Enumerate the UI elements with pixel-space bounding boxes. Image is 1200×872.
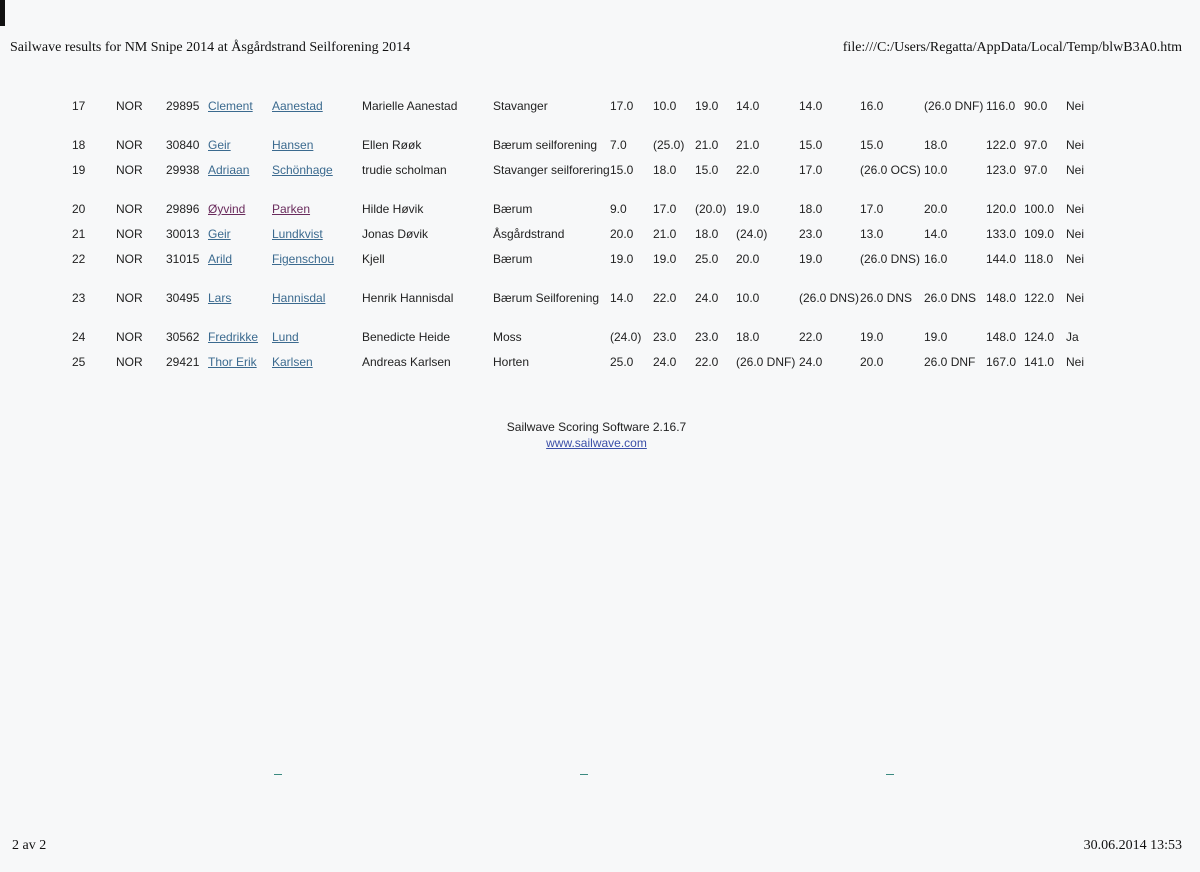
helm-first-name-cell	[208, 198, 272, 223]
helm-last-name-link[interactable]: Aanestad	[272, 99, 323, 113]
race-1-cell: 17.0	[610, 99, 634, 113]
helm-first-name-cell	[208, 248, 272, 287]
helm-last-name-cell	[272, 95, 362, 134]
race-5-cell: 24.0	[799, 355, 823, 369]
nett-cell: 141.0	[1024, 355, 1055, 369]
race-6-cell: 17.0	[860, 202, 884, 216]
nation-cell: NOR	[116, 355, 143, 369]
scan-corner-mark	[0, 0, 5, 26]
software-credit	[0, 420, 1193, 450]
software-name: Sailwave Scoring Software 2.16.7	[506, 420, 687, 434]
helm-first-name-cell	[208, 326, 272, 351]
table-row	[72, 248, 1106, 287]
race-6-cell: 19.0	[860, 330, 884, 344]
helm-last-name-link[interactable]: Figenschou	[272, 252, 335, 266]
nett-cell: 97.0	[1024, 138, 1048, 152]
race-4-cell: 21.0	[736, 138, 760, 152]
total-cell: 120.0	[986, 202, 1017, 216]
flag-cell: Nei	[1066, 252, 1085, 266]
race-6-cell: 20.0	[860, 355, 884, 369]
table-row	[72, 198, 1106, 223]
scan-tick	[580, 774, 588, 775]
helm-first-name-link[interactable]: Lars	[208, 291, 232, 305]
nation-cell: NOR	[116, 252, 143, 266]
rank-cell: 21	[72, 227, 86, 241]
race-2-cell: (25.0)	[653, 138, 685, 152]
race-6-cell: 13.0	[860, 227, 884, 241]
flag-cell: Nei	[1066, 99, 1085, 113]
helm-last-name-cell	[272, 159, 362, 198]
total-cell: 167.0	[986, 355, 1017, 369]
race-4-cell: 22.0	[736, 163, 760, 177]
helm-first-name-link[interactable]: Thor Erik	[208, 355, 257, 369]
race-6-cell: (26.0 OCS)	[860, 163, 921, 177]
race-1-cell: 20.0	[610, 227, 634, 241]
helm-first-name-link[interactable]: Øyvind	[208, 202, 246, 216]
race-5-cell: 19.0	[799, 252, 823, 266]
crew-name-cell: Henrik Hannisdal	[362, 291, 454, 305]
helm-last-name-cell	[272, 351, 362, 390]
race-7-cell: 26.0 DNF	[924, 355, 976, 369]
race-4-cell: (26.0 DNF)	[736, 355, 796, 369]
nation-cell: NOR	[116, 163, 143, 177]
sail-number-cell: 30562	[166, 330, 200, 344]
sail-number-cell: 30013	[166, 227, 200, 241]
helm-last-name-link[interactable]: Hansen	[272, 138, 314, 152]
race-4-cell: 20.0	[736, 252, 760, 266]
print-datetime: 30.06.2014 13:53	[1083, 838, 1182, 853]
table-row	[72, 223, 1106, 248]
race-4-cell: 19.0	[736, 202, 760, 216]
sail-number-cell: 29938	[166, 163, 200, 177]
race-6-cell: (26.0 DNS)	[860, 252, 921, 266]
race-7-cell: 10.0	[924, 163, 948, 177]
helm-first-name-link[interactable]: Fredrikke	[208, 330, 259, 344]
helm-last-name-link[interactable]: Karlsen	[272, 355, 313, 369]
sail-number-cell: 29895	[166, 99, 200, 113]
table-row	[72, 287, 1106, 326]
crew-name-cell: Kjell	[362, 252, 385, 266]
race-5-cell: 14.0	[799, 99, 823, 113]
helm-first-name-cell	[208, 351, 272, 390]
flag-cell: Nei	[1066, 163, 1085, 177]
total-cell: 123.0	[986, 163, 1017, 177]
crew-name-cell: Hilde Høvik	[362, 202, 424, 216]
race-3-cell: 21.0	[695, 138, 719, 152]
rank-cell: 19	[72, 163, 86, 177]
race-1-cell: 19.0	[610, 252, 634, 266]
nett-cell: 100.0	[1024, 202, 1055, 216]
race-7-cell: 19.0	[924, 330, 948, 344]
race-3-cell: (20.0)	[695, 202, 727, 216]
rank-cell: 18	[72, 138, 86, 152]
race-3-cell: 18.0	[695, 227, 719, 241]
club-cell: Stavanger seilforering	[493, 163, 610, 177]
helm-last-name-cell	[272, 223, 362, 248]
helm-first-name-link[interactable]: Geir	[208, 227, 231, 241]
race-7-cell: (26.0 DNF)	[924, 99, 984, 113]
helm-last-name-link[interactable]: Lund	[272, 330, 299, 344]
nett-cell: 118.0	[1024, 252, 1054, 266]
race-2-cell: 18.0	[653, 163, 677, 177]
nett-cell: 124.0	[1024, 330, 1055, 344]
helm-first-name-cell	[208, 159, 272, 198]
race-1-cell: 9.0	[610, 202, 627, 216]
flag-cell: Nei	[1066, 291, 1085, 305]
helm-last-name-link[interactable]: Parken	[272, 202, 311, 216]
race-3-cell: 24.0	[695, 291, 719, 305]
club-cell: Åsgårdstrand	[493, 227, 565, 241]
results-body	[72, 95, 1106, 390]
race-6-cell: 15.0	[860, 138, 884, 152]
race-5-cell: 17.0	[799, 163, 823, 177]
race-4-cell: 10.0	[736, 291, 760, 305]
rank-cell: 24	[72, 330, 86, 344]
race-1-cell: 15.0	[610, 163, 634, 177]
helm-first-name-link[interactable]: Clement	[208, 99, 253, 113]
helm-first-name-cell	[208, 95, 272, 134]
race-1-cell: 14.0	[610, 291, 634, 305]
helm-last-name-cell	[272, 326, 362, 351]
helm-first-name-cell	[208, 287, 272, 326]
race-4-cell: 18.0	[736, 330, 760, 344]
nett-cell: 97.0	[1024, 163, 1048, 177]
race-5-cell: 15.0	[799, 138, 823, 152]
scan-tick	[886, 774, 894, 775]
helm-last-name-cell	[272, 248, 362, 287]
race-3-cell: 15.0	[695, 163, 719, 177]
results-table	[72, 95, 1106, 390]
race-3-cell: 19.0	[695, 99, 719, 113]
race-3-cell: 25.0	[695, 252, 719, 266]
race-5-cell: (26.0 DNS)	[799, 291, 860, 305]
race-7-cell: 16.0	[924, 252, 948, 266]
flag-cell: Nei	[1066, 227, 1085, 241]
sail-number-cell: 29421	[166, 355, 200, 369]
race-2-cell: 19.0	[653, 252, 677, 266]
race-2-cell: 23.0	[653, 330, 677, 344]
rank-cell: 23	[72, 291, 86, 305]
sail-number-cell: 30840	[166, 138, 200, 152]
flag-cell: Nei	[1066, 355, 1085, 369]
helm-last-name-link[interactable]: Schönhage	[272, 163, 333, 177]
total-cell: 144.0	[986, 252, 1017, 266]
nation-cell: NOR	[116, 291, 143, 305]
nation-cell: NOR	[116, 227, 143, 241]
race-2-cell: 24.0	[653, 355, 677, 369]
nett-cell: 122.0	[1024, 291, 1055, 305]
club-cell: Bærum seilforening	[493, 138, 598, 152]
race-2-cell: 22.0	[653, 291, 677, 305]
flag-cell: Nei	[1066, 138, 1085, 152]
race-2-cell: 17.0	[653, 202, 677, 216]
table-row	[72, 159, 1106, 198]
sail-number-cell: 30495	[166, 291, 200, 305]
sailwave-link[interactable]: www.sailwave.com	[546, 436, 647, 450]
club-cell: Horten	[493, 355, 530, 369]
sail-number-cell: 31015	[166, 252, 200, 266]
race-7-cell: 20.0	[924, 202, 948, 216]
crew-name-cell: Ellen Røøk	[362, 138, 422, 152]
race-2-cell: 21.0	[653, 227, 677, 241]
club-cell: Bærum	[493, 202, 533, 216]
club-cell: Moss	[493, 330, 522, 344]
race-2-cell: 10.0	[653, 99, 677, 113]
race-4-cell: (24.0)	[736, 227, 768, 241]
total-cell: 122.0	[986, 138, 1017, 152]
helm-first-name-cell	[208, 223, 272, 248]
race-5-cell: 18.0	[799, 202, 823, 216]
crew-name-cell: trudie scholman	[362, 163, 447, 177]
rank-cell: 25	[72, 355, 86, 369]
helm-last-name-cell	[272, 134, 362, 159]
table-row	[72, 326, 1106, 351]
helm-first-name-cell	[208, 134, 272, 159]
total-cell: 148.0	[986, 291, 1017, 305]
race-1-cell: 25.0	[610, 355, 634, 369]
nett-cell: 90.0	[1024, 99, 1048, 113]
total-cell: 148.0	[986, 330, 1017, 344]
total-cell: 133.0	[986, 227, 1017, 241]
club-cell: Bærum	[493, 252, 533, 266]
nation-cell: NOR	[116, 330, 143, 344]
crew-name-cell: Benedicte Heide	[362, 330, 451, 344]
club-cell: Bærum Seilforening	[493, 291, 600, 305]
race-7-cell: 14.0	[924, 227, 948, 241]
race-1-cell: (24.0)	[610, 330, 642, 344]
table-row	[72, 134, 1106, 159]
helm-last-name-cell	[272, 198, 362, 223]
crew-name-cell: Marielle Aanestad	[362, 99, 458, 113]
file-url: file:///C:/Users/Regatta/AppData/Local/Temp/blwB3A0.htm	[842, 40, 1182, 55]
race-3-cell: 23.0	[695, 330, 719, 344]
nation-cell: NOR	[116, 99, 143, 113]
race-6-cell: 26.0 DNS	[860, 291, 913, 305]
race-7-cell: 26.0 DNS	[924, 291, 977, 305]
race-7-cell: 18.0	[924, 138, 948, 152]
rank-cell: 17	[72, 99, 86, 113]
race-5-cell: 22.0	[799, 330, 823, 344]
crew-name-cell: Andreas Karlsen	[362, 355, 451, 369]
nett-cell: 109.0	[1024, 227, 1055, 241]
race-1-cell: 7.0	[610, 138, 627, 152]
race-6-cell: 16.0	[860, 99, 884, 113]
page-number: 2 av 2	[12, 838, 47, 853]
flag-cell: Ja	[1066, 330, 1079, 344]
total-cell: 116.0	[986, 99, 1016, 113]
scan-tick	[274, 774, 282, 775]
race-5-cell: 23.0	[799, 227, 823, 241]
page-title: Sailwave results for NM Snipe 2014 at Åsgårdstrand Seilforening 2014	[10, 40, 411, 55]
crew-name-cell: Jonas Døvik	[362, 227, 429, 241]
helm-last-name-link[interactable]: Lundkvist	[272, 227, 323, 241]
race-3-cell: 22.0	[695, 355, 719, 369]
helm-first-name-link[interactable]: Adriaan	[208, 163, 250, 177]
table-row	[72, 351, 1106, 390]
rank-cell: 22	[72, 252, 86, 266]
race-4-cell: 14.0	[736, 99, 760, 113]
nation-cell: NOR	[116, 202, 143, 216]
rank-cell: 20	[72, 202, 86, 216]
helm-last-name-cell	[272, 287, 362, 326]
helm-first-name-link[interactable]: Arild	[208, 252, 233, 266]
helm-last-name-link[interactable]: Hannisdal	[272, 291, 326, 305]
flag-cell: Nei	[1066, 202, 1085, 216]
helm-first-name-link[interactable]: Geir	[208, 138, 231, 152]
sail-number-cell: 29896	[166, 202, 200, 216]
nation-cell: NOR	[116, 138, 143, 152]
club-cell: Stavanger	[493, 99, 548, 113]
table-row	[72, 95, 1106, 134]
